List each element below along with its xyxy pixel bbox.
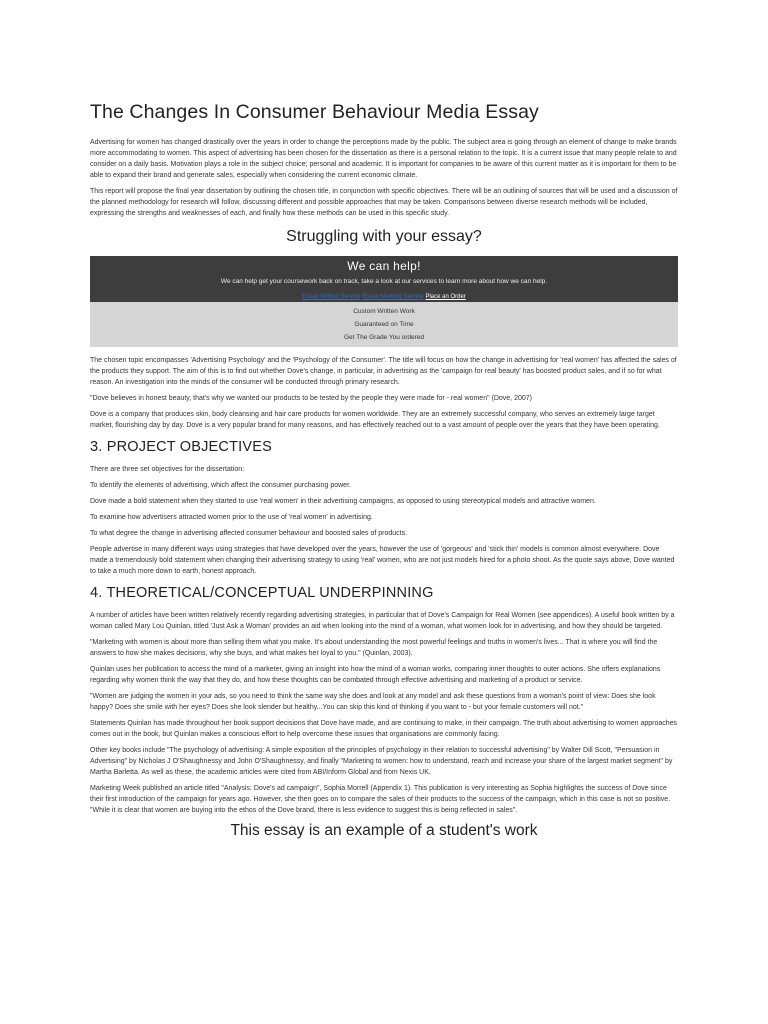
help-banner: [90, 256, 678, 302]
footer-note: This essay is an example of a student's work: [230, 822, 538, 839]
section-heading-objectives: 3. PROJECT OBJECTIVES: [90, 439, 273, 455]
section-paragraph: Other key books include "The psychology of advertising: A simple exposition of the principles of psychology in their relation to successful advertising" by Walter Dill Scott, "Persuasion in Advertising" by Nicholas J O'Shaughnessy and John O'Shaughnessy, and finally "Marketing to women: how to understand, reach and increase your share of the largest market segment" by Martha Barletta. As well as these, the academic articles were cited from ABI/Inform Global and from Nexis UK.: [90, 747, 673, 776]
section-paragraph: People advertise in many different ways using strategies that have developed over the years, however the use of 'gorgeous' and 'stick thin' models is common almost everywhere. Dove made a tremendously bold statement when changing their advertising strategy to using 'real' women, who are not just models hired for a photo shoot. As the quote says above, Dove wanted to take a much more down to earth, honest approach.: [90, 546, 675, 575]
body-paragraph: Dove is a company that produces skin, body cleansing and hair care products for women worldwide. They are an extremely successful company, who serves an extremely large target market, flourishing day by day. Dove is a very popular brand for many reasons, and has effectively reached out to a vast amount of people over the years that they have been operating.: [90, 411, 660, 429]
page-title: The Changes In Consumer Behaviour Media Essay: [90, 101, 539, 123]
essay-writing-service-link[interactable]: Essay Writing Service: [302, 294, 361, 300]
help-title: We can help!: [347, 259, 421, 273]
feature-item: Custom Written Work: [353, 308, 415, 315]
intro-paragraph: This report will propose the final year dissertation by outlining the chosen title, in conjunction with specific objectives. There will be an outlining of sources that will be used and a discussion of the planned methodology for research will follow, discussing different and possible approaches that may be taken. Comparisons between diverse research methods will be included, expressing the strengths and weaknesses of each, and finally how these methods can be used in this specific study.: [90, 188, 678, 217]
feature-item: Guaranteed on Time: [354, 321, 414, 328]
help-links: [90, 294, 678, 300]
intro-paragraph: Advertising for women has changed drastically over the years in order to change the perceptions made by the public. The subject area is going through an element of change to make brands more accommodating to women. This aspect of advertising has been chosen for the dissertation as there is a personal relation to the topic. It is a current issue that many people relate to and consider on a daily basis. Motivation plays a role in the subject choice; personal and academic. It is important for companies to be aware of this current matter as it is important for them to be able to expand their brand and generate sales, especially when considering the current economic climate.: [90, 139, 677, 179]
body-paragraph: The chosen topic encompasses 'Advertising Psychology' and the 'Psychology of the Consumer'. The title will focus on how the change in advertising for 'real women' has affected the sales of the products they support. The aim of this is to find out whether Dove's change, in particular, in advertising as the 'campaign for real beauty' has boosted product sales, and if so for what reason. An investigation into the minds of the consumer will be conducted through primary research.: [90, 357, 677, 386]
section-heading-theoretical: 4. THEORETICAL/CONCEPTUAL UNDERPINNING: [90, 585, 434, 601]
section-paragraph: There are three set objectives for the dissertation:: [90, 466, 245, 473]
section-paragraph: "Marketing with women is about more than selling them what you make. It's about understanding the most powerful feelings and truths in women's lives... That is where you will find the answers to how she makes decisions, why she buys, and what makes her loyal to you." (Quinlan, 2003).: [90, 639, 658, 657]
section-paragraph: Dove made a bold statement when they started to use 'real women' in their advertising campaigns, as opposed to using stereotypical models and attractive women.: [90, 498, 596, 505]
place-order-link[interactable]: Place an Order: [425, 294, 466, 300]
section-paragraph: To identify the elements of advertising, which affect the consumer purchasing power.: [90, 482, 351, 489]
body-paragraph: "Dove believes in honest beauty, that's why we wanted our products to be tested by the people they were made for - real women" (Dove, 2007): [90, 395, 532, 402]
section-paragraph: "Women are judging the women in your ads, so you need to think the same way she does and look at any model and ask these questions from a woman's point of view: Does she look happy? Does she smile with her eyes? Does she look slender but healthy...You can skip this kind of thinking if you want to - but your female customers will not.": [90, 693, 656, 711]
feature-item: Get The Grade You ordered: [343, 334, 425, 341]
essay-marking-service-link[interactable]: Essay Marking Service: [362, 294, 424, 300]
section-paragraph: Marketing Week published an article titled "Analysis: Dove's ad campaign", Sophia Morrell (Appendix 1). This publication is very interesting as Sophia highlights the success of Dove since their first introduction of the campaign for years ago. However, she then goes on to compare the sales of their products to the success of the campaign, which in this case is not so positive. "While it is clear that women are buying into the ethos of the Dove brand, there is less evidence to suggest this is being reflected in sales".: [90, 785, 671, 814]
section-paragraph: To examine how advertisers attracted women prior to the use of 'real women' in advertising.: [90, 514, 373, 521]
section-paragraph: A number of articles have been written relatively recently regarding advertising strategies, in particular that of Dove's Campaign for Real Women (see appendices). A useful book written by a woman called Mary Lou Quinlan, titled 'Just Ask a Woman' provides an aid when looking into the mind of a woman, what women look for in advertising, and how they should be targeted.: [90, 612, 675, 630]
section-paragraph: Statements Quinlan has made throughout her book support decisions that Dove have made, and are continuing to make, in their campaign. The truth about advertising to women approaches comes out in the book, but Quinlan makes a conscious effort to help overcome these issues that organisations are commonly facing.: [90, 720, 678, 738]
features-list: [90, 302, 678, 347]
help-description: We can help get your coursework back on track, take a look at our services to learn more about how we can help.: [220, 278, 548, 285]
struggling-heading: Struggling with your essay?: [286, 228, 482, 245]
section-paragraph: Quinlan uses her publication to access the mind of a marketer, giving an insight into how the mind of a woman works, comparing inner thoughts to outer actions. She offers explanations regarding why women think the way that they do, and how these thoughts can be combated through effective advertising and marketing of a product or service.: [90, 666, 661, 684]
section-paragraph: To what degree the change in advertising affected consumer behaviour and boosted sales of products.: [90, 530, 408, 537]
essay-page: [90, 101, 678, 840]
